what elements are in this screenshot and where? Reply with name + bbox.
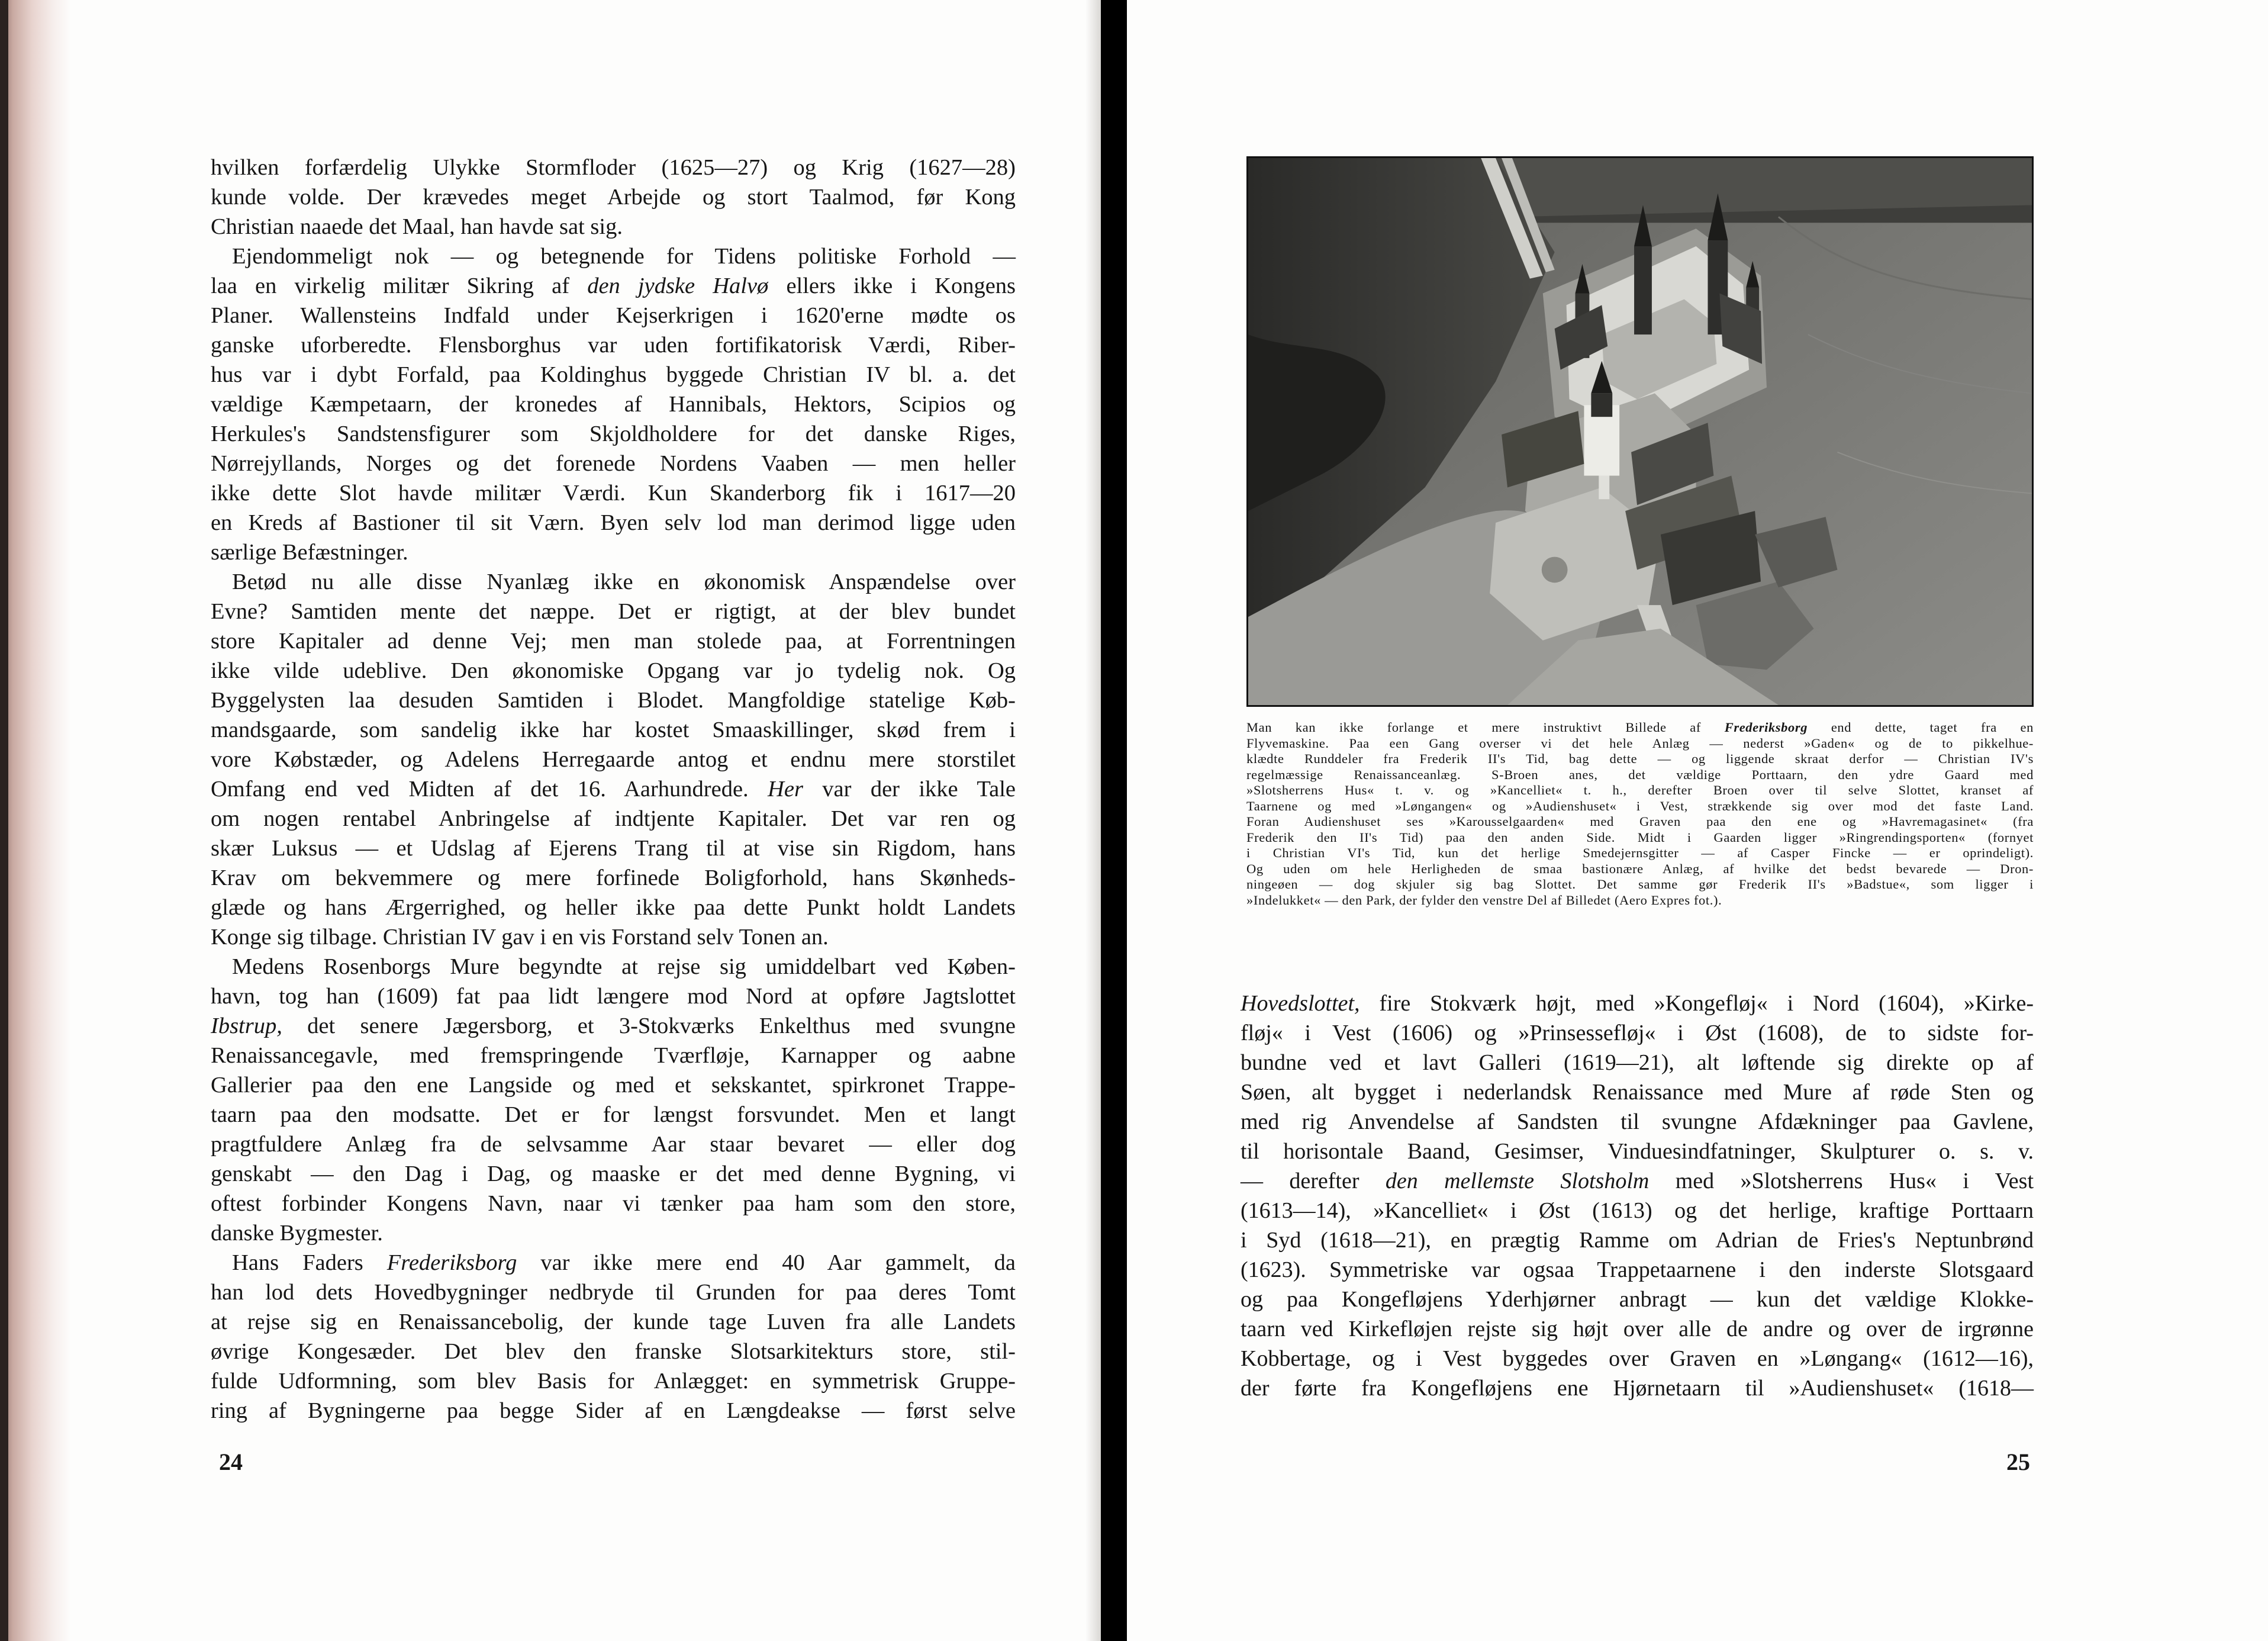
text-line: (1623). Symmetriske var ogsaa Trappetaarnene i den inderste Slotsgaard — [1241, 1257, 2034, 1282]
aerial-photo-frederiksborg — [1246, 156, 2034, 707]
text-line: Planer. Wallensteins Indfald under Kejserkrigen i 1620'erne mødte os — [211, 303, 1016, 328]
spread-gutter — [1101, 0, 1127, 1641]
text-line: Hans Faders Frederiksborg var ikke mere end 40 Aar gammelt, da — [232, 1250, 1016, 1275]
text-line: vældige Kæmpetaarn, der kronedes af Hannibals, Hektors, Scipios og — [211, 392, 1016, 417]
text-line: han lod dets Hovedbygninger nedbryde til Grunden for paa deres Tomt — [211, 1280, 1016, 1305]
text-line: Omfang end ved Midten af det 16. Aarhundrede. Her var der ikke Tale — [211, 777, 1016, 802]
text-line: ganske uforberedte. Flensborghus var uden fortifikatorisk Værdi, Riber- — [211, 333, 1016, 358]
text-line: fløj« i Vest (1606) og »Prinsessefløj« i Øst (1608), de to sidste for- — [1241, 1021, 2034, 1045]
text-line: i Syd (1618—21), en prægtig Ramme om Adrian de Fries's Neptunbrønd — [1241, 1228, 2034, 1253]
caption-line: »Indelukket« — den Park, der fylder den venstre Del af Billedet (Aero Expres fot.). — [1246, 892, 1722, 908]
text-line: ikke vilde udeblive. Den økonomiske Opgang var jo tydelig nok. Og — [211, 658, 1016, 683]
text-line: havn, tog han (1609) fat paa lidt længere mod Nord at opføre Jagtslottet — [211, 984, 1016, 1009]
text-line: der førte fra Kongefløjens ene Hjørnetaarn til »Audienshuset« (1618— — [1241, 1376, 2034, 1401]
text-line: særlige Befæstninger. — [211, 540, 408, 565]
text-line: og paa Kongefløjens Yderhjørner anbragt — kun det vældige Klokke- — [1241, 1287, 2034, 1312]
caption-line: Man kan ikke forlange et mere instruktivt Billede af Frederiksborg end dette, taget fra en — [1246, 720, 2034, 735]
caption-line: Taarnene og med »Løngangen« og »Audienshuset« i Vest, strækkende sig over mod det faste Land. — [1246, 798, 2034, 813]
italic-term: Hovedslottet, — [1241, 991, 1360, 1016]
caption-line: Og uden om hele Herligheden de smaa bastionære Anlæg, af hvilke det bedst bevarede — Dron- — [1246, 861, 2034, 876]
text-line: hvilken forfærdelig Ulykke Stormfloder (1625—27) og Krig (1627—28) — [211, 155, 1016, 180]
text-line: kunde volde. Der krævedes meget Arbejde og stort Taalmod, før Kong — [211, 185, 1016, 210]
text-line: til horisontale Baand, Gesimser, Vinduesindfatninger, Skulpturer o. s. v. — [1241, 1139, 2034, 1164]
text-line: øvrige Kongesæder. Det blev den franske Slotsarkitekturs store, stil- — [211, 1339, 1016, 1364]
text-line: om nogen rentabel Anbringelse af indtjente Kapitaler. Det var ren og — [211, 806, 1016, 831]
text-line: pragtfuldere Anlæg fra de selvsamme Aar staar bevaret — eller dog — [211, 1132, 1016, 1157]
gutter-shadow — [1085, 0, 1101, 1641]
text-line: taarn ved Kirkefløjen rejste sig højt over alle de andre og over de irgrønne — [1241, 1317, 2034, 1341]
text-line: genskabt — den Dag i Dag, og maaske er det med denne Bygning, vi — [211, 1161, 1016, 1186]
caption-line: i Christian VI's Tid, kun det herlige Smedejernsgitter — af Casper Fincke — er oprindeligt). — [1246, 845, 2034, 860]
text-line: Nørrejyllands, Norges og det forenede Nordens Vaaben — men heller — [211, 451, 1016, 476]
text-line: (1613—14), »Kancelliet« i Øst (1613) og det herlige, kraftige Porttaarn — [1241, 1198, 2034, 1223]
page-number: 24 — [219, 1449, 243, 1475]
page-stack-edge — [0, 0, 71, 1641]
text-line: Kobbertage, og i Vest byggedes over Graven en »Løngang« (1612—16), — [1241, 1346, 2034, 1371]
text-line: Ibstrup, det senere Jægersborg, et 3-Stokværks Enkelthus med svungne — [211, 1013, 1016, 1038]
italic-term: Ibstrup, — [211, 1013, 282, 1038]
text-line: Renaissancegavle, med fremspringende Tværfløje, Karnapper og aabne — [211, 1043, 1016, 1068]
text-line: Betød nu alle disse Nyanlæg ikke en økonomisk Anspændelse over — [232, 569, 1016, 594]
text-line: Ejendommeligt nok — og betegnende for Tidens politiske Forhold — — [232, 244, 1016, 269]
page-number: 25 — [2006, 1449, 2030, 1475]
text-line: ring af Bygningerne paa begge Sider af en Længdeakse — først selve — [211, 1398, 1016, 1423]
text-line: bundne ved et lavt Galleri (1619—21), alt løftende sig direkte op af — [1241, 1050, 2034, 1075]
caption-line: regelmæssige Renaissanceanlæg. S-Broen anes, det vældige Porttaarn, den ydre Gaard med — [1246, 767, 2034, 782]
italic-term: Her — [768, 777, 803, 802]
text-line: at rejse sig en Renaissancebolig, der kunde tage Luven fra alle Landets — [211, 1309, 1016, 1334]
italic-term: den mellemste Slotsholm — [1385, 1169, 1650, 1193]
text-line: Søen, alt bygget i nederlandsk Renaissance med Mure af røde Sten og — [1241, 1080, 2034, 1105]
text-line: store Kapitaler ad denne Vej; men man stolede paa, at Forrentningen — [211, 629, 1016, 654]
caption-line: Flyvemaskine. Paa een Gang overser vi det hele Anlæg — nederst »Gaden« og de to pikkelhue- — [1246, 735, 2034, 751]
text-line: laa en virkelig militær Sikring af den jydske Halvø ellers ikke i Kongens — [211, 274, 1016, 298]
right-page — [1127, 0, 2268, 1641]
text-line: Herkules's Sandstensfigurer som Skjoldholdere for det danske Riges, — [211, 421, 1016, 446]
castle-aerial-image — [1248, 158, 2032, 705]
text-line: fulde Udformning, som blev Basis for Anlægget: en symmetrisk Gruppe- — [211, 1369, 1016, 1394]
text-line: Christian naaede det Maal, han havde sat sig. — [211, 214, 623, 239]
text-line: danske Bygmester. — [211, 1221, 383, 1246]
caption-line: klædte Runddeler fra Frederik II's Tid, bag dette — og liggende skraat derfor — Christian IV's — [1246, 751, 2034, 766]
text-line: taarn paa den modsatte. Det er for længst forsvundet. Men et langt — [211, 1102, 1016, 1127]
italic-term: den jydske Halvø — [587, 274, 769, 298]
text-line: en Kreds af Bastioner til sit Værn. Byen selv lod man derimod ligge uden — [211, 510, 1016, 535]
right-body-text — [1241, 989, 2034, 1403]
text-line: ikke dette Slot havde militær Værdi. Kun Skanderborg fik i 1617—20 — [211, 481, 1016, 506]
photo-caption — [1246, 720, 2034, 908]
text-line: Hovedslottet, fire Stokværk højt, med »Kongefløj« i Nord (1604), »Kirke- — [1241, 991, 2034, 1016]
text-line: mandsgaarde, som sandelig ikke har kostet Smaaskillinger, skød frem i — [211, 717, 1016, 742]
text-line: glæde og hans Ærgerrighed, og heller ikke paa dette Punkt holdt Landets — [211, 895, 1016, 920]
text-line: Konge sig tilbage. Christian IV gav i en vis Forstand selv Tonen an. — [211, 925, 829, 950]
left-page — [0, 0, 1101, 1641]
caption-line: Frederik den II's Tid) paa den anden Side. Midt i Gaarden ligger »Ringrendingsporten« (fornyet — [1246, 829, 2034, 845]
left-body-text — [211, 153, 1016, 1426]
caption-line: »Slotsherrens Hus« t. v. og »Kancelliet« t. h., derefter Broen over til selve Slottet, kranset af — [1246, 783, 2034, 797]
text-line: oftest forbinder Kongens Navn, naar vi tænker paa ham som den store, — [211, 1191, 1016, 1216]
text-line: — derefter den mellemste Slotsholm med »Slotsherrens Hus« i Vest — [1241, 1169, 2034, 1193]
text-line: Byggelysten laa desuden Samtiden i Blodet. Mangfoldige statelige Køb- — [211, 688, 1016, 713]
text-line: Krav om bekvemmere og mere forfinede Boligforhold, hans Skønheds- — [211, 865, 1016, 890]
text-line: Evne? Samtiden mente det næppe. Det er rigtigt, at der blev bundet — [211, 599, 1016, 624]
italic-term: Frederiksborg — [386, 1250, 517, 1275]
italic-term: Frederiksborg — [1724, 720, 1808, 735]
caption-line: Foran Audienshuset ses »Karousselgaarden« med Graven paa den ene og »Havremagasinet« (fra — [1246, 814, 2034, 829]
text-line: med rig Anvendelse af Sandsten til svungne Afdækninger paa Gavlene, — [1241, 1109, 2034, 1134]
caption-line: ningeøen — dog skjuler sig bag Slottet. Det samme gør Frederik II's »Badstue«, som ligger i — [1246, 877, 2034, 892]
text-line: hus var i dybt Forfald, paa Koldinghus byggede Christian IV bl. a. det — [211, 362, 1016, 387]
text-line: Gallerier paa den ene Langside og med et sekskantet, spirkronet Trappe- — [211, 1073, 1016, 1098]
text-line: vore Købstæder, og Adelens Herregaarde antog et endnu mere storstilet — [211, 747, 1016, 772]
text-line: Medens Rosenborgs Mure begyndte at rejse sig umiddelbart ved Køben- — [232, 954, 1016, 979]
text-line: skær Luksus — et Udslag af Ejerens Trang til at vise sin Rigdom, hans — [211, 836, 1016, 861]
